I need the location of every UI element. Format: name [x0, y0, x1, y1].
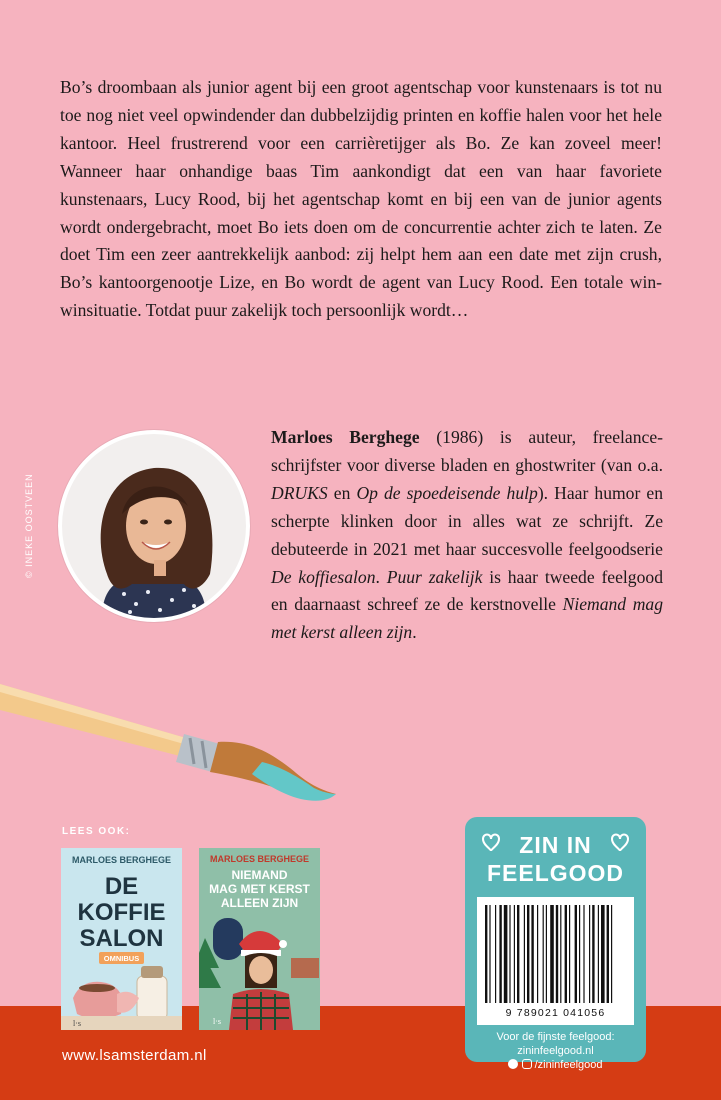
barcode-bar: [579, 905, 580, 1003]
zin-title-line2: FEELGOOD: [486, 860, 625, 886]
book2-title-line2: MAG MET KERST: [209, 882, 310, 896]
barcode-bar: [524, 905, 525, 1003]
isbn-number: 9 789021 041056: [505, 1007, 606, 1019]
barcode-bar: [517, 905, 519, 1003]
facebook-icon[interactable]: [508, 1059, 518, 1069]
barcode-bar: [499, 905, 501, 1003]
barcode-bar: [495, 905, 496, 1003]
instagram-icon[interactable]: [522, 1059, 532, 1069]
barcode-bar: [509, 905, 510, 1003]
bio-part-4: .: [375, 566, 387, 587]
paintbrush-illustration: [0, 670, 340, 810]
author-photo: [58, 430, 250, 622]
barcode-bar: [556, 905, 558, 1003]
book-cover-niemand[interactable]: [199, 848, 320, 1030]
bio-part-1: (1986) is auteur, freelance-schrijfster voor diverse bladen en ghostwriter (van o.a.: [271, 427, 663, 475]
zin-website[interactable]: zininfeelgood.nl: [517, 1045, 594, 1057]
bio-part-2: en: [327, 482, 357, 503]
bio-book-d: Puur zakelijk: [386, 566, 483, 587]
barcode-bar: [601, 905, 605, 1003]
photo-credit: [20, 462, 36, 580]
publisher-website[interactable]: www.lsamsterdam.nl: [62, 1047, 207, 1064]
author-bio: [271, 424, 663, 647]
book1-title-line2: KOFFIE: [77, 899, 166, 926]
zin-title: [465, 831, 646, 887]
barcode-bar: [575, 905, 577, 1003]
isbn-barcode: [477, 897, 634, 1025]
bio-part-6: .: [412, 622, 417, 643]
photo-credit-text: © INEKE OOSTVEEN: [24, 473, 34, 578]
barcode-bar: [485, 905, 487, 1003]
barcode-bar: [611, 905, 612, 1003]
zin-title-line1: ZIN IN: [519, 832, 592, 858]
barcode-bar: [589, 905, 590, 1003]
book2-title-line1: NIEMAND: [231, 868, 288, 882]
barcode-bar: [583, 905, 584, 1003]
lees-ook-label: LEES OOK:: [62, 826, 131, 837]
bio-part-5: is haar tweede feelgood en daarnaast schreef ze de kerstnovelle: [271, 566, 663, 615]
bio-book-a: DRUKS: [271, 482, 328, 503]
bio-book-e: Niemand mag met kerst alleen zijn: [271, 594, 663, 643]
barcode-bar: [527, 905, 529, 1003]
bio-part-3: ). Haar humor en scherpte klinken door in alles wat ze schrijft. Ze debuteerde in 2021 met haar succesvolle feelgoodserie: [271, 482, 663, 559]
book-cover-koffiesalon[interactable]: [61, 848, 182, 1030]
barcode-bar: [546, 905, 547, 1003]
barcode-bar: [514, 905, 515, 1003]
barcode-bar: [550, 905, 554, 1003]
book1-badge: OMNIBUS: [103, 954, 140, 963]
book2-publisher: l·s: [213, 1017, 221, 1026]
barcode-bar: [543, 905, 544, 1003]
book1-title-line3: SALON: [79, 925, 164, 952]
bio-book-b: Op de spoedeisende hulp: [356, 482, 538, 503]
book2-author: MARLOES BERGHEGE: [209, 854, 310, 864]
barcode-bar: [607, 905, 609, 1003]
barcode-bar: [504, 905, 508, 1003]
barcode-bar: [560, 905, 561, 1003]
barcode-bars: [477, 897, 634, 1005]
zin-info: [465, 1030, 646, 1072]
barcode-bar: [569, 905, 570, 1003]
author-name: Marloes Berghege: [271, 427, 420, 447]
author-portrait-illustration: [62, 434, 246, 618]
barcode-bar: [565, 905, 567, 1003]
barcode-bar: [598, 905, 599, 1003]
social-handle: /zininfeelgood: [534, 1059, 603, 1071]
barcode-bar: [537, 905, 538, 1003]
zin-tagline: Voor de fijnste feelgood:: [496, 1031, 615, 1043]
barcode-bar: [489, 905, 490, 1003]
zin-in-feelgood-panel: [465, 817, 646, 1071]
book1-author: MARLOES BERGHEGE: [71, 855, 172, 865]
book2-title-line3: ALLEEN ZIJN: [220, 896, 299, 910]
book1-title-line1: DE: [104, 873, 139, 900]
barcode-bar: [592, 905, 594, 1003]
bio-book-c: De koffiesalon: [271, 566, 376, 587]
blurb-text: Bo’s droombaan als junior agent bij een groot agentschap voor kunstenaars is tot nu toe nog niet veel opwindender dan dubbelzijdig printen en koffie halen voor het hele kantoor. Heel frustrerend voor een carrièretijger als Bo. Ze kan zoveel meer! Wanneer haar onhandige baas Tim aankondigt dat een van haar favoriete kunstenaars, Lucy Rood, bij het agentschap komt en bij een van de junior agents wordt ondergebracht, moet Bo iets doen om de concurrentie achter zich te laten. Ze doet Tim een zeer aantrekkelijk aanbod: zij helpt hem aan een date met zijn crush, Bo’s kantoorgenootje Lize, en Bo wordt de agent van Lucy Rood. Een totale win-winsituatie. Totdat puur zakelijk toch persoonlijk wordt…: [60, 77, 662, 321]
barcode-bar: [531, 905, 533, 1003]
book1-publisher: l·s: [73, 1019, 81, 1028]
zin-social-row[interactable]: [465, 1058, 646, 1072]
